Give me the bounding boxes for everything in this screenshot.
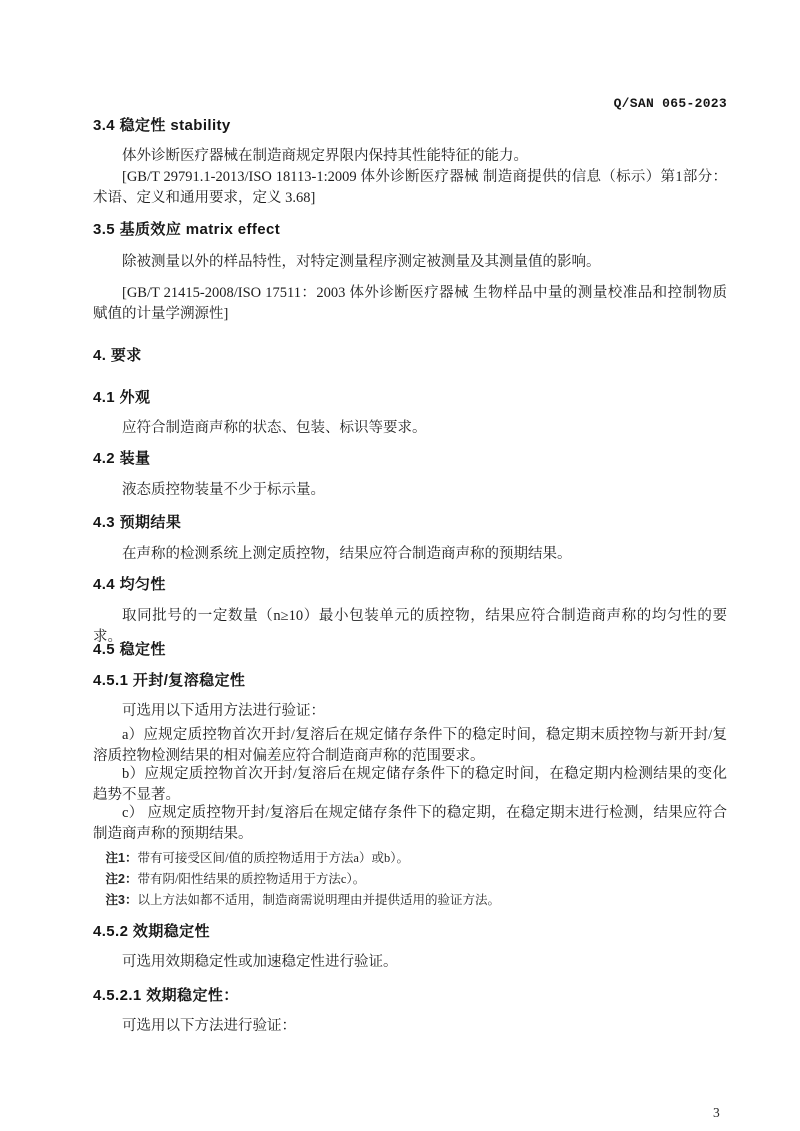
note-1-label: 注1： bbox=[105, 851, 138, 865]
heading-4: 4. 要求 bbox=[93, 347, 142, 364]
note-3 bbox=[93, 892, 727, 908]
heading-4-4: 4.4 均匀性 bbox=[93, 576, 166, 593]
para-4-4: 取同批号的一定数量（n≥10）最小包装单元的质控物，结果应符合制造商声称的均匀性的要求。 bbox=[93, 608, 727, 645]
para-4-5-1-item-a: a）应规定质控物首次开封/复溶后在规定储存条件下的稳定时间，稳定期末质控物与新开封/复溶质控物检测结果的相对偏差应符合制造商声称的范围要求。 bbox=[93, 727, 727, 764]
heading-4-5-1: 4.5.1 开封/复溶稳定性 bbox=[93, 672, 246, 689]
para-4-1: 应符合制造商声称的状态、包装、标识等要求。 bbox=[122, 420, 427, 436]
para-4-5-1-item-b: b）应规定质控物首次开封/复溶后在规定储存条件下的稳定时间，在稳定期内检测结果的变化趋势不显著。 bbox=[93, 766, 727, 803]
page-number: 3 bbox=[713, 1105, 720, 1120]
note-3-text: 以上方法如都不适用，制造商需说明理由并提供适用的验证方法。 bbox=[137, 893, 500, 907]
doc-code-header: Q/SAN 065-2023 bbox=[613, 96, 727, 111]
heading-3-5: 3.5 基质效应 matrix effect bbox=[93, 221, 281, 238]
para-3-4-reference: [GB/T 29791.1-2013/ISO 18113-1:2009 体外诊断医疗器械 制造商提供的信息（标示）第1部分：术语、定义和通用要求，定义 3.68] bbox=[93, 169, 727, 206]
heading-4-5: 4.5 稳定性 bbox=[93, 641, 166, 658]
note-1-text: 带有可接受区间/值的质控物适用于方法a）或b）。 bbox=[137, 851, 409, 865]
note-2-text: 带有阴/阳性结果的质控物适用于方法c）。 bbox=[137, 872, 366, 886]
para-4-2: 液态质控物装量不少于标示量。 bbox=[122, 482, 325, 498]
note-3-label: 注3： bbox=[105, 893, 138, 907]
note-1 bbox=[93, 850, 727, 866]
para-4-3: 在声称的检测系统上测定质控物，结果应符合制造商声称的预期结果。 bbox=[122, 546, 572, 562]
para-3-5-definition: 除被测量以外的样品特性，对特定测量程序测定被测量及其测量值的影响。 bbox=[122, 254, 601, 270]
heading-4-5-2: 4.5.2 效期稳定性 bbox=[93, 923, 210, 940]
heading-3-4: 3.4 稳定性 stability bbox=[93, 117, 231, 134]
heading-4-1: 4.1 外观 bbox=[93, 389, 151, 406]
para-3-5-reference: [GB/T 21415-2008/ISO 17511：2003 体外诊断医疗器械 生物样品中量的测量校准品和控制物质赋值的计量学溯源性] bbox=[93, 285, 727, 322]
note-2 bbox=[93, 871, 727, 887]
para-4-5-2-1: 可选用以下方法进行验证： bbox=[122, 1018, 296, 1034]
para-4-5-2: 可选用效期稳定性或加速稳定性进行验证。 bbox=[122, 954, 398, 970]
para-3-4-definition: 体外诊断医疗器械在制造商规定界限内保持其性能特征的能力。 bbox=[122, 148, 528, 164]
heading-4-3: 4.3 预期结果 bbox=[93, 514, 182, 531]
para-4-5-1-intro: 可选用以下适用方法进行验证： bbox=[122, 703, 325, 719]
para-4-5-1-item-c: c） 应规定质控物开封/复溶后在规定储存条件下的稳定期，在稳定期末进行检测，结果应符合制造商声称的预期结果。 bbox=[93, 805, 727, 842]
heading-4-5-2-1: 4.5.2.1 效期稳定性： bbox=[93, 987, 239, 1004]
heading-4-2: 4.2 装量 bbox=[93, 450, 151, 467]
note-2-label: 注2： bbox=[105, 872, 138, 886]
